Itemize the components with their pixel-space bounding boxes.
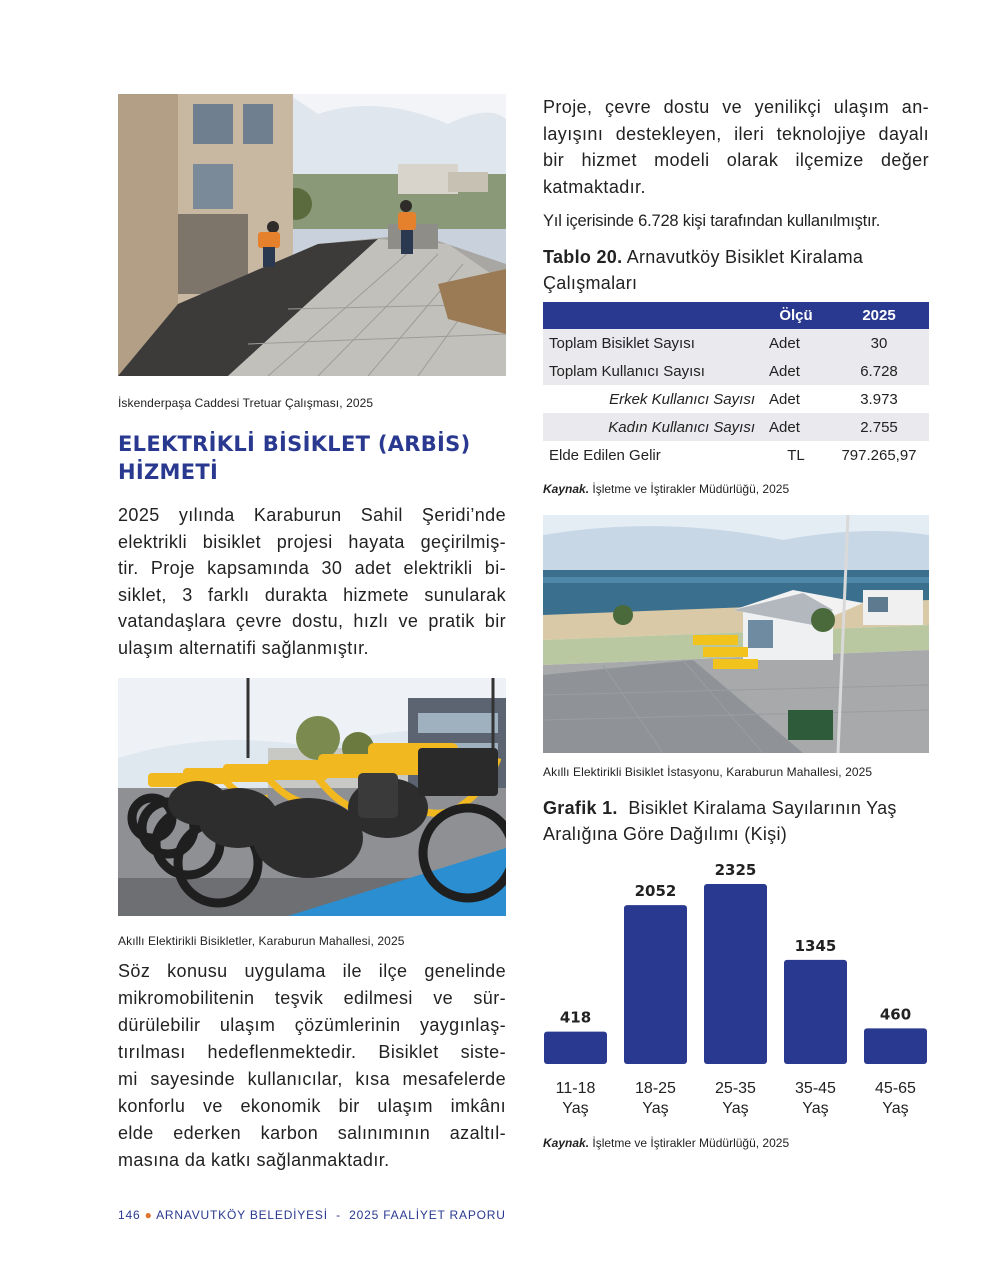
right-top-paragraph <box>543 94 929 200</box>
chart-tick-label: Yaş <box>722 1100 749 1117</box>
table-cell: Toplam Bisiklet Sayısı <box>543 329 763 357</box>
table-row <box>543 441 929 469</box>
table-cell: TL <box>787 446 805 464</box>
chart-tick-label: Yaş <box>802 1100 829 1117</box>
table-source <box>543 482 789 496</box>
paragraph-line: katmaktadır. <box>543 176 646 197</box>
table-source-text: İşletme ve İştirakler Müdürlüğü, 2025 <box>589 482 790 496</box>
table-row <box>543 357 929 385</box>
paragraph-line: konforlu ve ekonomik bir ulaşım imkânı <box>118 1096 506 1116</box>
chart-title <box>543 795 943 847</box>
table-header-cell: Ölçü <box>763 302 829 329</box>
sidewalk-works-photo <box>118 94 506 376</box>
paragraph-line: mikromobilitenin teşvik edilmesi ve sür- <box>118 988 506 1008</box>
photo2-caption: Akıllı Elektirikli Bisikletler, Karaburun Mahallesi, 2025 <box>118 934 405 948</box>
paragraph-line: 2025 yılında Karaburun Sahil Şeridi’nde <box>118 505 506 525</box>
section-title-line2: HİZMETİ <box>118 460 219 484</box>
page-footer <box>118 1208 506 1222</box>
table-cell: 30 <box>829 329 929 357</box>
table-header-row <box>543 302 929 329</box>
table-row <box>543 329 929 357</box>
paragraph-line: vatandaşlara çevre dostu, hızlı ve pratik bir <box>118 611 506 631</box>
intro-paragraph <box>118 502 506 661</box>
table-cell: 2.755 <box>829 413 929 441</box>
table-cell: Elde Edilen Gelir <box>549 446 661 464</box>
chart-bar <box>864 1028 927 1064</box>
footer-bullet-icon: ● <box>144 1208 153 1222</box>
paragraph-line: bir hizmet modeli olarak ilçemize değer <box>543 150 929 170</box>
chart-source <box>543 1136 789 1150</box>
chart-tick-label: 25-35 <box>715 1080 756 1097</box>
paragraph-line: siklet, 3 farklı durakta hizmete sunularak <box>118 584 506 605</box>
chart-data-label: 1345 <box>794 936 837 955</box>
chart-data-label: 2325 <box>714 861 757 879</box>
table-cell: Adet <box>763 329 829 357</box>
paragraph-line: tırılması hedeflenmektedir. Bisiklet siste- <box>118 1042 506 1062</box>
usage-sentence: Yıl içerisinde 6.728 kişi tarafından kullanılmıştır. <box>543 212 881 230</box>
table-title-text: Arnavutköy Bisiklet Kiralama <box>622 247 864 267</box>
chart-tick-label: 35-45 <box>795 1080 836 1097</box>
paragraph-line: ulaşım alternatifi sağlanmıştır. <box>118 637 369 658</box>
table-header-cell <box>543 302 763 329</box>
age-distribution-chart <box>540 852 932 1127</box>
chart-bar <box>704 884 767 1064</box>
chart-tick-label: 45-65 <box>875 1080 916 1097</box>
table-cell: Adet <box>763 357 829 385</box>
paragraph-line: Proje, çevre dostu ve yenilikçi ulaşım an- <box>543 97 929 117</box>
table-cell: 797.265,97 <box>841 446 917 464</box>
table-title <box>543 244 933 296</box>
paragraph-line: elde ederken karbon salınımının azaltıl- <box>118 1123 506 1143</box>
section-title-line1: ELEKTRİKLİ BİSİKLET (ARBİS) <box>118 432 471 456</box>
paragraph-line: Söz konusu uygulama ile ilçe genelinde <box>118 961 506 981</box>
chart-source-text: İşletme ve İştirakler Müdürlüğü, 2025 <box>589 1136 790 1150</box>
chart-tick-label: 18-25 <box>635 1080 676 1097</box>
table-title-label: Tablo 20. <box>543 247 623 267</box>
table-cell: 6.728 <box>829 357 929 385</box>
paragraph-line: layışını destekleyen, ileri teknolojiye dayalı <box>543 123 929 144</box>
bike-station-photo <box>543 515 929 753</box>
table-cell: Adet <box>763 413 829 441</box>
chart-data-label: 2052 <box>634 882 677 901</box>
chart-title-line2: Aralığına Göre Dağılımı (Kişi) <box>543 824 788 844</box>
paragraph-line: dürülebilir ulaşım çözümlerinin yaygınlaş- <box>118 1015 506 1035</box>
table-source-label: Kaynak. <box>543 482 590 496</box>
chart-tick-label: Yaş <box>642 1100 669 1117</box>
chart-tick-label: Yaş <box>882 1100 909 1117</box>
chart-source-label: Kaynak. <box>543 1136 590 1150</box>
chart-bar <box>624 905 687 1064</box>
table-header-cell: 2025 <box>829 302 929 329</box>
table-cell: Erkek Kullanıcı Sayısı <box>609 390 755 408</box>
chart-bar <box>544 1032 607 1064</box>
table-cell: Kadın Kullanıcı Sayısı <box>543 413 763 441</box>
table-row <box>543 385 929 413</box>
photo3-caption: Akıllı Elektirikli Bisiklet İstasyonu, Karaburun Mahallesi, 2025 <box>543 765 873 779</box>
paragraph-line: elektrikli bisiklet projesi hayata geçirilmiş- <box>118 531 506 552</box>
photo1-caption: İskenderpaşa Caddesi Tretuar Çalışması, 2025 <box>118 396 374 410</box>
bike-rental-table <box>543 302 929 469</box>
chart-tick-label: Yaş <box>562 1100 589 1117</box>
second-paragraph <box>118 958 506 1174</box>
electric-bikes-photo <box>118 678 506 916</box>
table-title-line2: Çalışmaları <box>543 273 638 293</box>
chart-data-label: 418 <box>559 1008 592 1027</box>
paragraph-line: mi sayesinde kullanıcılar, kısa mesafelerde <box>118 1069 506 1089</box>
paragraph-line: masına da katkı sağlanmaktadır. <box>118 1150 390 1170</box>
chart-bar <box>784 960 847 1064</box>
table-row <box>543 413 929 441</box>
chart-data-label: 460 <box>879 1005 912 1024</box>
table-cell: Adet <box>769 390 800 408</box>
table-cell: 3.973 <box>860 390 898 408</box>
footer-text: ARNAVUTKÖY BELEDİYESİ - 2025 FAALİYET RAPORU <box>156 1208 506 1222</box>
page-number: 146 <box>118 1208 141 1222</box>
chart-title-label: Grafik 1. <box>543 798 618 818</box>
section-title <box>118 430 508 486</box>
table-cell: Toplam Kullanıcı Sayısı <box>543 357 763 385</box>
chart-tick-label: 11-18 <box>555 1080 596 1097</box>
chart-title-text: Bisiklet Kiralama Sayılarının Yaş <box>617 798 897 818</box>
paragraph-line: tir. Proje kapsamında 30 adet elektrikli bi- <box>118 558 506 578</box>
